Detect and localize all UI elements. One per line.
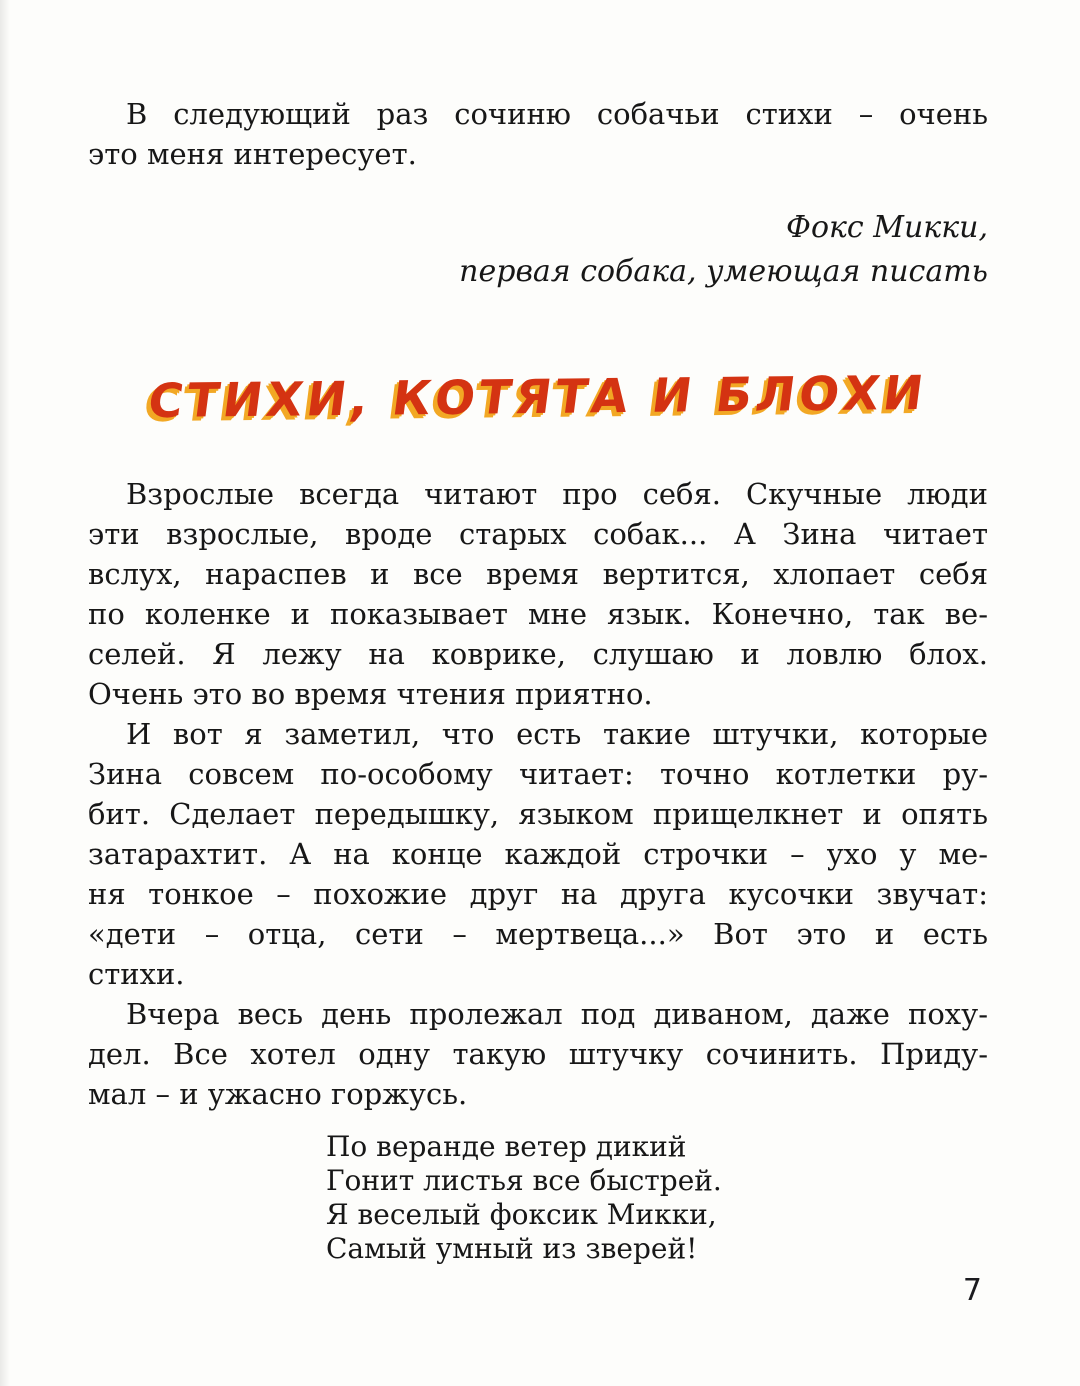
text-line: Зина совсем по-особому читает: точно котлетки ру- <box>88 757 988 791</box>
text-line: эти взрослые, вроде старых собак... А Зина читает <box>88 517 988 551</box>
text-line: Взрослые всегда читают про себя. Скучные люди <box>126 477 988 511</box>
page-number: 7 <box>962 1273 982 1308</box>
text-line: это меня интересует. <box>88 137 417 171</box>
poem-line: Гонит листья все быстрей. <box>326 1164 722 1197</box>
text-line: «дети – отца, сети – мертвеца...» Вот это и есть <box>88 917 988 951</box>
body-text <box>88 474 988 1114</box>
text-line: затарахтит. А на конце каждой строчки – ухо у ме- <box>88 837 988 871</box>
text-line: мал – и ужасно горжусь. <box>88 1077 468 1111</box>
poem-line: Самый умный из зверей! <box>326 1232 698 1265</box>
chapter-title-text: СТИХИ, КОТЯТА И БЛОХИ <box>145 365 931 430</box>
text-line: Очень это во время чтения приятно. <box>88 677 653 711</box>
paragraph <box>88 714 988 994</box>
signature-name: Фокс Микки, <box>786 210 988 245</box>
text-line: И вот я заметил, что есть такие штучки, которые <box>126 717 988 751</box>
chapter-title <box>88 365 988 430</box>
author-signature <box>88 206 988 294</box>
text-line: вслух, нараспев и все время вертится, хлопает себя <box>88 557 988 591</box>
text-line: по коленке и показывает мне язык. Конечно, так ве- <box>88 597 988 631</box>
text-line: В следующий раз сочиню собачьи стихи – очень <box>126 97 988 131</box>
text-line: селей. Я лежу на коврике, слушаю и ловлю блох. <box>88 637 988 671</box>
text-line: Вчера весь день пролежал под диваном, даже поху- <box>126 997 988 1031</box>
signature-subtitle: первая собака, умеющая писать <box>459 254 988 289</box>
text-line: дел. Все хотел одну такую штучку сочинить. Приду- <box>88 1037 988 1071</box>
text-line: бит. Сделает передышку, языком прищелкнет и опять <box>88 797 988 831</box>
paragraph <box>88 994 988 1114</box>
text-line: стихи. <box>88 957 185 991</box>
text-line: ня тонкое – похожие друг на друга кусочки звучат: <box>88 877 988 911</box>
poem <box>326 1130 988 1266</box>
paragraph <box>88 474 988 714</box>
poem-line: По веранде ветер дикий <box>326 1130 687 1163</box>
poem-line: Я веселый фоксик Микки, <box>326 1198 717 1231</box>
intro-paragraph <box>88 94 988 174</box>
